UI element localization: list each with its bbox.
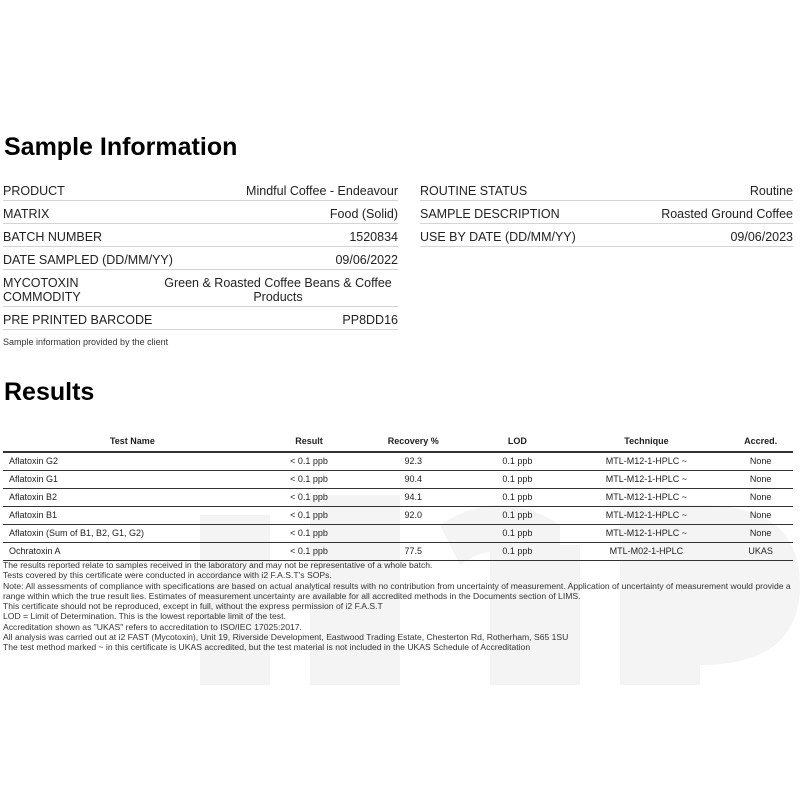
footer-note: Accreditation shown as "UKAS" refers to accreditation to ISO/IEC 17025:2017.	[3, 621, 302, 632]
table-header-row	[3, 431, 793, 452]
cell-recovery	[356, 524, 470, 542]
cell-result: < 0.1 ppb	[262, 470, 356, 488]
field-value: 09/06/2022	[335, 253, 398, 267]
cell-technique: MTL-M12-1-HPLC ~	[565, 470, 729, 488]
table-row	[3, 524, 793, 542]
sample-note: Sample information provided by the client	[3, 337, 169, 347]
cell-recovery: 94.1	[356, 488, 470, 506]
table-row	[3, 488, 793, 506]
footer-note: All analysis was carried out at i2 FAST (Mycotoxin), Unit 19, Riverside Development, Eastwood Trading Estate, Chesterton Rd, Rotherham, S65 1SU	[3, 632, 569, 643]
cell-accreditation: None	[728, 488, 793, 506]
header-test-name: Test Name	[3, 431, 262, 452]
cell-accreditation: None	[728, 506, 793, 524]
cell-test-name: Ochratoxin A	[3, 542, 262, 560]
cell-recovery: 90.4	[356, 470, 470, 488]
field-product	[3, 178, 398, 201]
sample-info-heading: Sample Information	[4, 133, 238, 161]
field-value: 1520834	[349, 230, 398, 244]
field-label: MATRIX	[3, 207, 50, 221]
cell-accreditation: None	[728, 524, 793, 542]
cell-result: < 0.1 ppb	[262, 542, 356, 560]
field-value: PP8DD16	[342, 313, 398, 327]
field-sample-description	[420, 201, 793, 224]
field-matrix	[3, 201, 398, 224]
field-label: PRODUCT	[3, 184, 65, 198]
header-accreditation: Accred.	[728, 431, 793, 452]
footer-note: Tests covered by this certificate were conducted in accordance with i2 F.A.S.T's SOPs.	[3, 570, 332, 581]
cell-accreditation: None	[728, 452, 793, 470]
footer-note: The results reported relate to samples received in the laboratory and may not be representative of a whole batch.	[3, 560, 433, 570]
cell-technique: MTL-M12-1-HPLC ~	[565, 488, 729, 506]
field-use-by-date	[420, 224, 793, 247]
cell-accreditation: None	[728, 470, 793, 488]
cell-result: < 0.1 ppb	[262, 452, 356, 470]
cell-recovery: 92.3	[356, 452, 470, 470]
cell-technique: MTL-M12-1-HPLC ~	[565, 524, 729, 542]
field-value: Food (Solid)	[329, 207, 398, 221]
table-row	[3, 452, 793, 470]
cell-lod: 0.1 ppb	[470, 488, 564, 506]
cell-test-name: Aflatoxin B1	[3, 506, 262, 524]
field-value: Routine	[749, 184, 793, 198]
cell-technique: MTL-M12-1-HPLC ~	[565, 452, 729, 470]
cell-result: < 0.1 ppb	[262, 488, 356, 506]
field-value: 09/06/2023	[730, 230, 793, 244]
field-label: PRE PRINTED BARCODE	[3, 313, 153, 327]
table-row	[3, 506, 793, 524]
field-value: Green & Roasted Coffee Beans & Coffee Products	[164, 276, 392, 304]
cell-lod: 0.1 ppb	[470, 524, 564, 542]
header-lod: LOD	[470, 431, 564, 452]
field-label: DATE SAMPLED (DD/MM/YY)	[3, 253, 173, 267]
cell-recovery: 92.0	[356, 506, 470, 524]
cell-test-name: Aflatoxin G1	[3, 470, 262, 488]
field-label: BATCH NUMBER	[3, 230, 103, 244]
header-result: Result	[262, 431, 356, 452]
footer-note: Note: All assessments of compliance with specifications are based on actual analytical results with no contribution from uncertainty of measurement. Application of uncertainty of measurement would provide a range within which the true result lies. Estimates of measurement uncertainty are available for all accredited methods in the Documents section of LIMS.	[3, 580, 791, 601]
cell-test-name: Aflatoxin (Sum of B1, B2, G1, G2)	[3, 524, 262, 542]
results-table	[3, 431, 793, 561]
table-row	[3, 470, 793, 488]
cell-recovery: 77.5	[356, 542, 470, 560]
footer-note: The test method marked ~ in this certificate is UKAS accredited, but the test material is not included in the UKAS Schedule of Accreditation	[3, 642, 531, 653]
footer-note: LOD = Limit of Determination. This is the lowest reportable limit of the test.	[3, 611, 286, 622]
cell-result: < 0.1 ppb	[262, 506, 356, 524]
footer-note: This certificate should not be reproduced, except in full, without the express permission of i2 F.A.S.T	[3, 601, 383, 612]
field-value: Roasted Ground Coffee	[661, 207, 793, 221]
cell-test-name: Aflatoxin G2	[3, 452, 262, 470]
sample-fields-left	[3, 178, 398, 330]
field-batch-number	[3, 224, 398, 247]
header-technique: Technique	[565, 431, 729, 452]
cell-result: < 0.1 ppb	[262, 524, 356, 542]
table-row	[3, 542, 793, 560]
cell-lod: 0.1 ppb	[470, 542, 564, 560]
field-barcode	[3, 307, 398, 330]
cell-lod: 0.1 ppb	[470, 506, 564, 524]
cell-technique: MTL-M02-1-HPLC	[565, 542, 729, 560]
header-recovery: Recovery %	[356, 431, 470, 452]
field-label: MYCOTOXIN COMMODITY	[3, 276, 81, 304]
results-heading: Results	[4, 378, 95, 406]
sample-fields-right	[420, 178, 793, 247]
field-value: Mindful Coffee - Endeavour	[246, 184, 398, 198]
cell-lod: 0.1 ppb	[470, 452, 564, 470]
field-label: ROUTINE STATUS	[420, 184, 528, 198]
cell-lod: 0.1 ppb	[470, 470, 564, 488]
field-label: USE BY DATE (DD/MM/YY)	[420, 230, 576, 244]
footer-notes	[3, 560, 795, 653]
field-routine-status	[420, 178, 793, 201]
cell-accreditation: UKAS	[728, 542, 793, 560]
field-date-sampled	[3, 247, 398, 270]
field-label: SAMPLE DESCRIPTION	[420, 207, 560, 221]
cell-technique: MTL-M12-1-HPLC ~	[565, 506, 729, 524]
field-mycotoxin-commodity	[3, 270, 398, 307]
cell-test-name: Aflatoxin B2	[3, 488, 262, 506]
